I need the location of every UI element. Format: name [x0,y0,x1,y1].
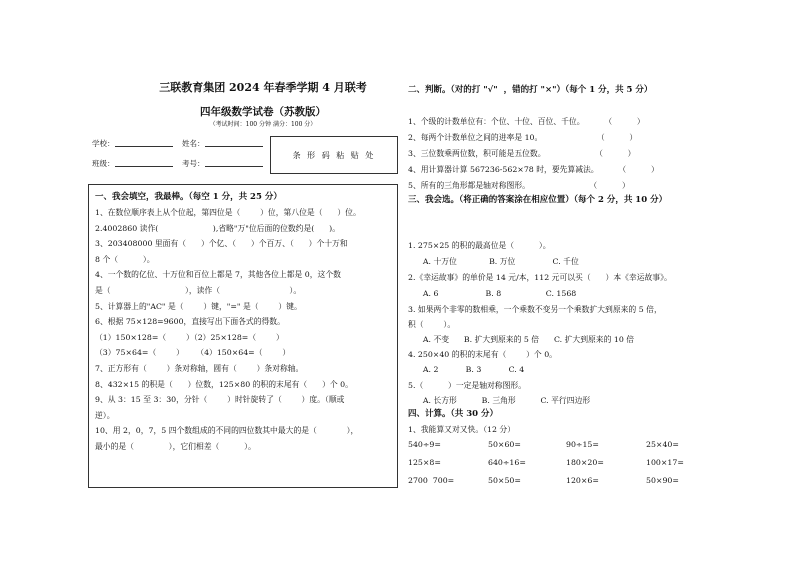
choice-options: A. 不变 B. 扩大到原来的 5 倍 C. 扩大到原来的 10 倍 [408,335,635,344]
calc-cell: 120×6= [566,476,599,485]
choice-item: 1. 275×25 的积的最高位是（ ）。 [408,241,551,250]
question-line: 8、432×15 的积是（ ）位数，125×80 的积的末尾有（ ）个 0。 [95,379,353,389]
question-line: 是（ ），读作（ ）。 [95,285,302,295]
question-line: 6、根据 75×128=9600，直接写出下面各式的得数。 [95,317,285,327]
class-label: 班级： [92,159,115,168]
section-choice-heading: 三、我会选。（将正确的答案涂在相应位置）（每个 2 分，共 10 分） [408,195,668,205]
section-fill-in-heading: 一、我会填空，我最棒。（每空 1 分，共 25 分） [95,192,282,202]
calc-cell: 180×20= [566,458,604,467]
judge-item: 2、每两个计数单位之间的进率是 10。 （ ） [408,133,638,142]
exam-no-underline [205,158,263,167]
question-line: 2.4002860 读作( ),省略"万"位后面的位数约是( )。 [95,223,341,233]
judge-item: 1、个级的计数单位有：个位、十位、百位、千位。 （ ） [408,117,645,126]
school-underline [115,138,173,147]
exam-title: 三联教育集团 2024 年春季学期 4 月联考 [159,81,367,94]
exam-subtitle: 四年级数学试卷（苏教版） [200,106,326,118]
name-field[interactable] [182,138,263,149]
choice-options: A. 十万位 B. 万位 C. 千位 [408,257,579,266]
choice-item: 2.《幸运故事》的单价是 14 元/本，112 元可以买（ ）本《幸运故事》。 [408,273,672,282]
question-line: 3、203408000 里面有（ ）个亿、（ ）个百万、（ ）个十万和 [95,239,348,249]
question-line: 7、正方形有（ ）条对称轴，圆有（ ）条对称轴。 [95,363,304,373]
question-line: 5、计算器上的"AC" 是（ ）键，"=" 是（ ）键。 [95,301,302,311]
name-label: 姓名： [182,139,205,148]
exam-no-label: 考号： [182,159,205,168]
exam-time-note: （考试时间：100 分钟 满分：100 分） [209,121,317,128]
choice-item: 4. 250×40 的积的末尾有（ ）个 0。 [408,350,557,359]
calc-cell: 50×60= [488,440,521,449]
name-underline [205,138,263,147]
calc-cell: 640÷16= [488,458,526,467]
choice-options: A. 6 B. 8 C. 1568 [408,289,577,298]
choice-item: 5.（ ）一定是轴对称图形。 [408,381,526,390]
choice-options: A. 长方形 B. 三角形 C. 平行四边形 [408,396,591,405]
question-line: 8 个（ ）。 [95,254,155,264]
calc-sub-heading: 1、我能算又对又快。（12 分） [408,425,516,434]
class-field[interactable] [92,158,173,169]
calc-cell: 25×40= [646,440,679,449]
question-line: （3）75×64=（ ） （4）150×64=（ ） [95,348,291,358]
calc-cell: 125×8= [408,458,441,467]
calc-cell: 50×50= [488,476,521,485]
exam-no-field[interactable] [182,158,263,169]
school-field[interactable] [92,138,173,149]
barcode-box: 条 形 码 粘 贴 处 [270,136,398,174]
exam-header [88,80,398,129]
choice-item: 积（ ）。 [408,320,456,329]
question-line: （1）150×128=（ ）（2）25×128=（ ） [95,332,284,342]
judge-item: 4、用计算器计算 567236-562×78 时，要先算减法。 （ ） [408,165,659,174]
calc-cell: 100×17= [646,458,684,467]
question-line: 最小的是（ ），它们相差（ ）。 [95,441,256,451]
judge-item: 5、所有的三角形都是轴对称图形。 （ ） [408,181,630,190]
question-line: 1、在数位顺序表上从个位起，第四位是（ ）位，第八位是（ ）位。 [95,208,361,217]
question-line: 10、用 2，0，7，5 四个数组成的不同的四位数其中最大的是（ ）， [95,426,359,436]
calc-cell: 540÷9= [408,440,441,449]
section-judge-heading: 二、判断。（对的打 "√" ，错的打 "×"）（每个 1 分，共 5 分） [408,85,653,95]
calc-cell: 50×90= [646,476,679,485]
question-line: 9、从 3：15 至 3：30，分针（ ）时针旋转了（ ）度。（顺或 [95,395,345,405]
class-underline [115,158,173,167]
choice-options: A. 2 B. 3 C. 4 [408,365,525,374]
question-line: 逆）。 [95,410,115,420]
calc-cell: 2700 700= [408,476,455,485]
judge-item: 3、三位数乘两位数，积可能是五位数。 （ ） [408,149,636,158]
choice-item: 3. 如果两个非零的数相乘，一个乘数不变另一个乘数扩大到原来的 5 倍， [408,305,662,314]
calc-cell: 90÷15= [566,440,599,449]
section-fill-in-box [88,184,398,488]
question-line: 4、一个数的亿位、十万位和百位上都是 7，其他各位上都是 0，这个数 [95,270,341,280]
school-label: 学校： [92,139,115,148]
section-calc-heading: 四、计算。（共 30 分） [408,409,498,419]
